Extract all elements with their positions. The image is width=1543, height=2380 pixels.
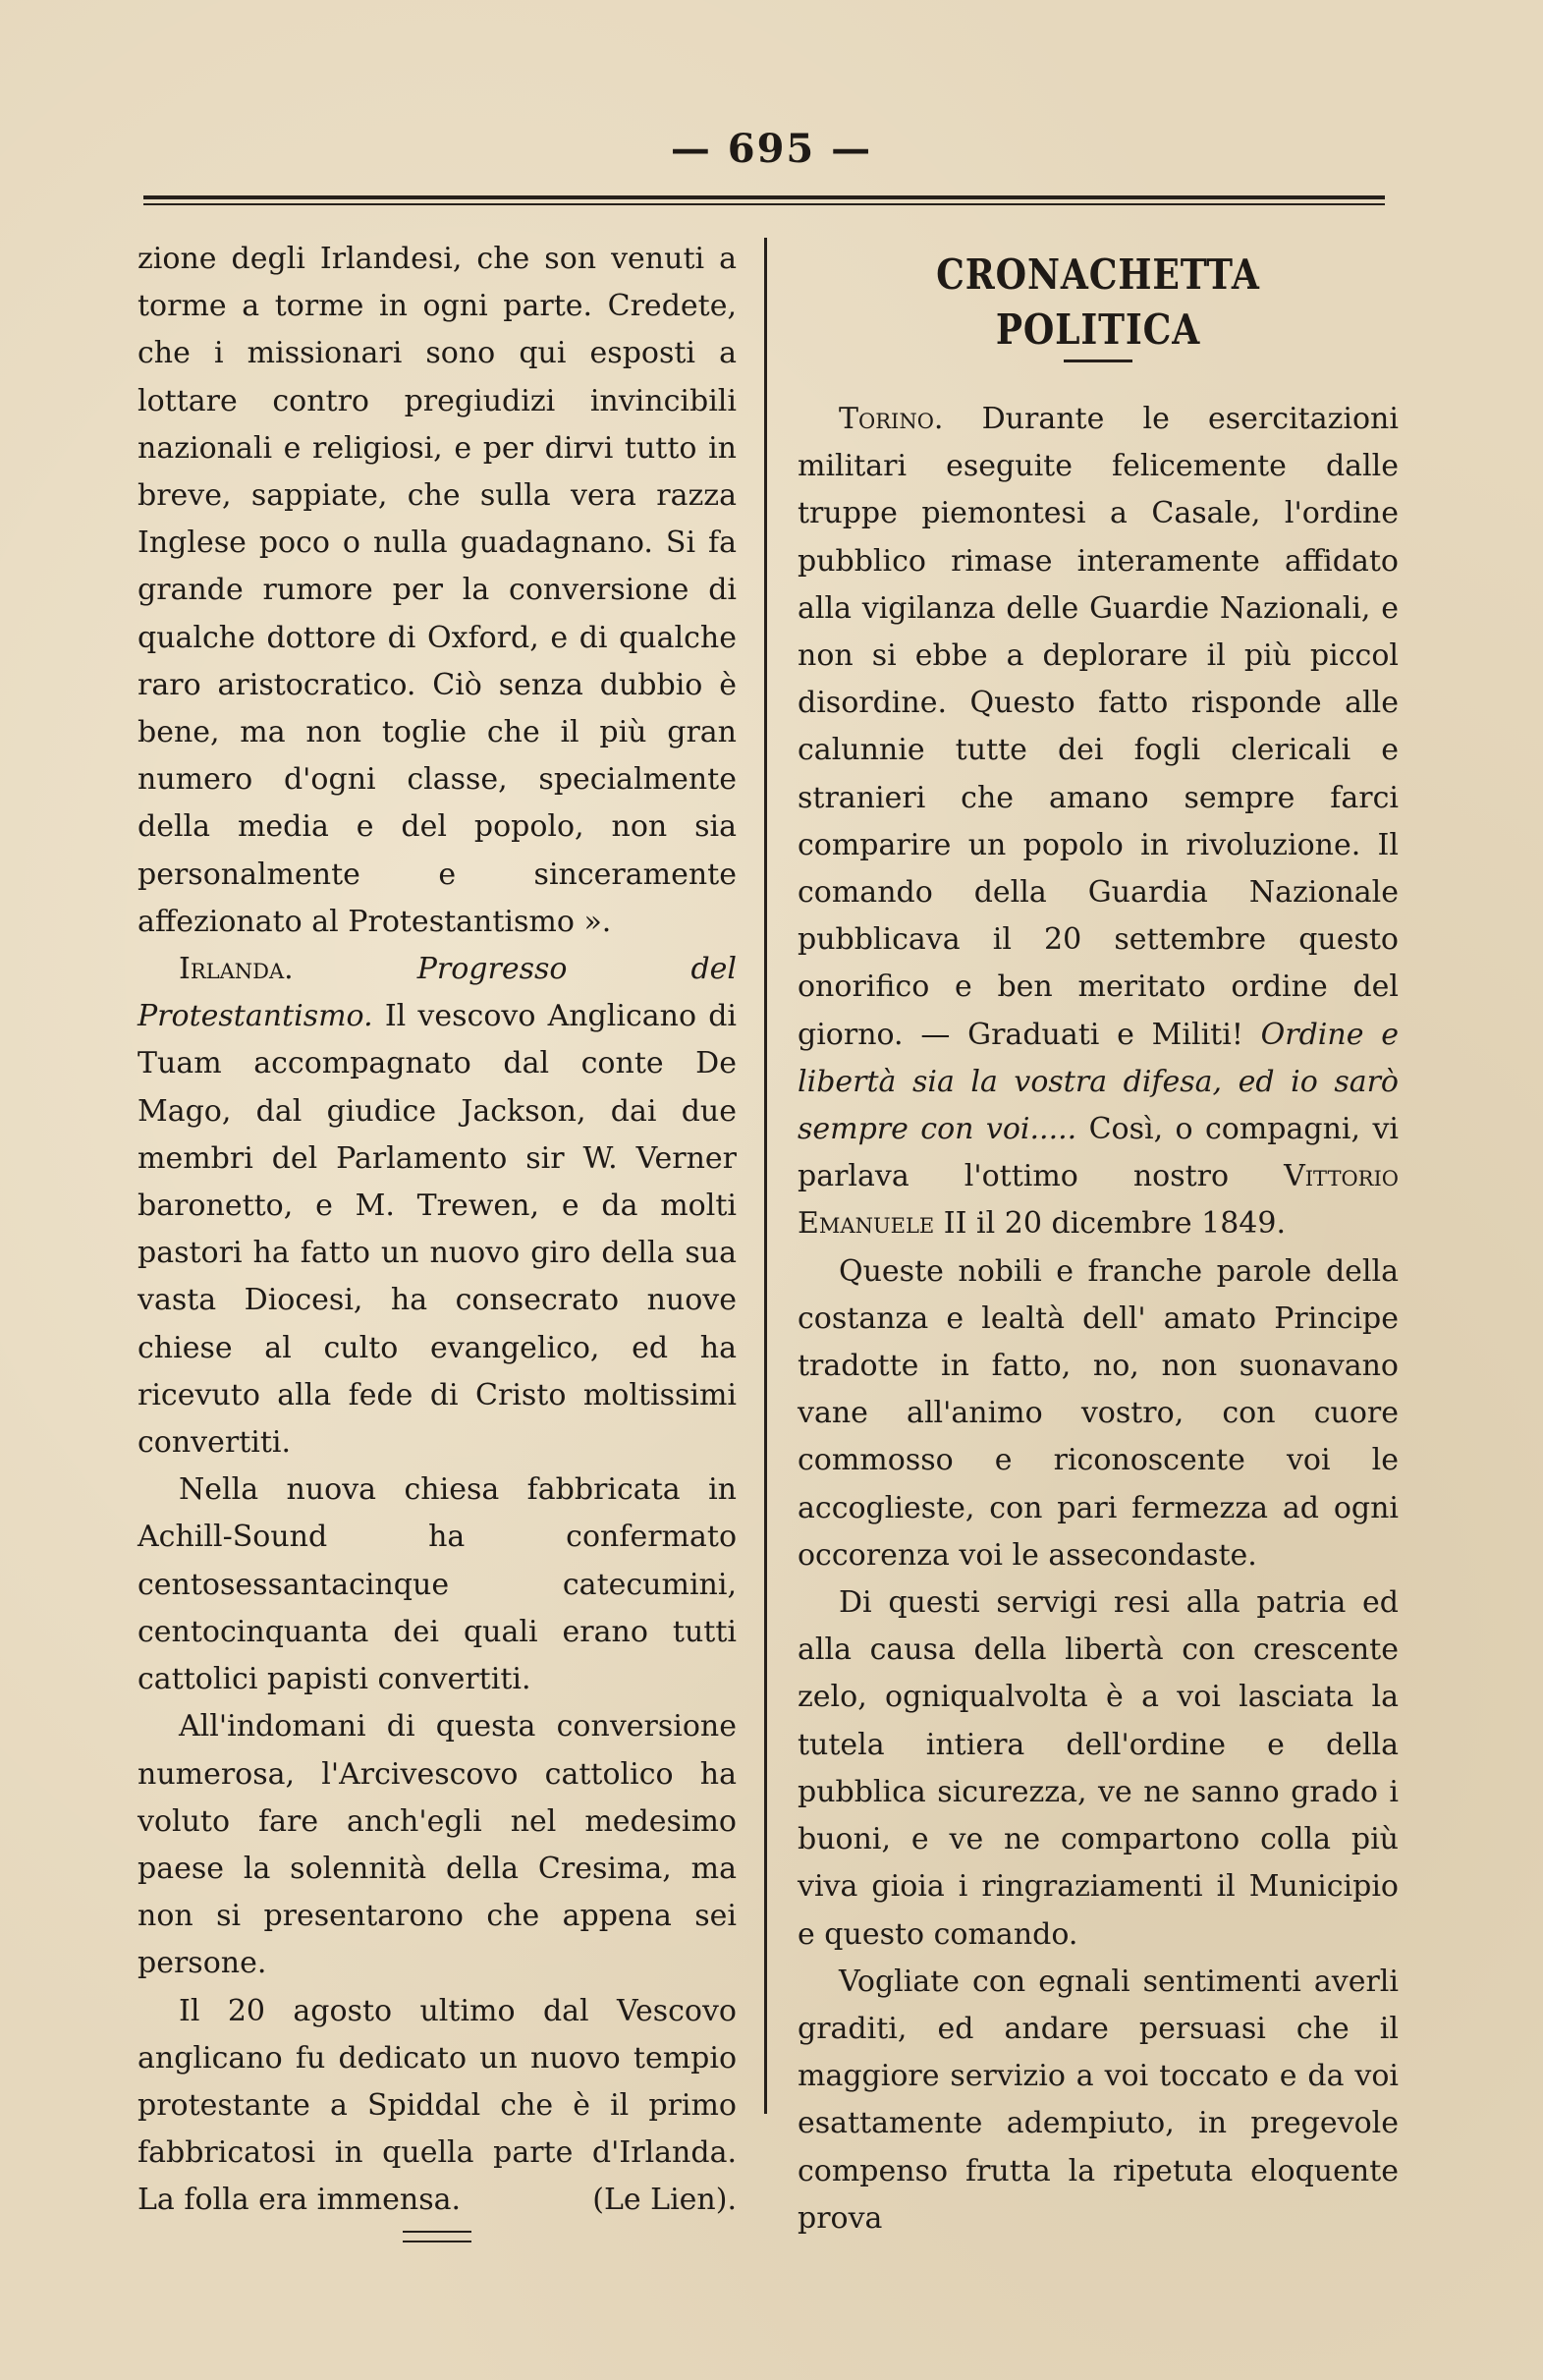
paragraph-body: Il vescovo Anglicano di Tuam accompagnato dal conte De Mago, dal giudice Jackson, dai due membri del Parlamento sir W. Verner baronetto, e M. Trewen, e da molti pastori ha fatto un nuovo giro della sua vasta Diocesi, ha consecrato nuove chiese al culto evangelico, ed ha ricevuto alla fede di Cristo moltissimi convertiti. bbox=[138, 999, 737, 1461]
left-column bbox=[138, 236, 737, 2242]
paragraph-achill-sound: Nella nuova chiesa fabbricata in Achill-Sound ha confermato centosessantacinque catecumini, centocinquanta dei quali erano tutti cattolici papisti convertiti. bbox=[138, 1472, 737, 1697]
paragraph-body: Durante le esercitazioni militari eseguite felicemente dalle truppe piemontesi a Casale, l'ordine pubblico rimase interamente affidato alla vigilanza delle Guardie Nazionali, e non si ebbe a deplorare il più piccol disordine. Questo fatto risponde alle calunnie tutte dei fogli clericali e stranieri che amano sempre farci comparire un popolo in rivoluzione. Il comando della Guardia Nazionale pubblicava il 20 settembre questo onorifico e ben meritato ordine del giorno. — Graduati e Militi! bbox=[798, 402, 1399, 1052]
header-rule bbox=[143, 195, 1385, 205]
column-divider bbox=[764, 238, 767, 2114]
page-number: — 695 — bbox=[670, 126, 873, 172]
paragraph-continuation: zione degli Irlandesi, che son venuti a torme a torme in ogni parte. Credete, che i missionari sono qui esposti a lottare contro pregiudizi invincibili nazionali e religiosi, e per dirvi tutto in breve, sappiate, che sulla vera razza Inglese poco o nulla guadagnano. Si fa grande rumore per la conversione di qualche dottore di Oxford, e di qualche raro aristocratico. Ciò senza dubbio è bene, ma non toglie che il più gran numero d'ogni classe, specialmente della media e del popolo, non sia personalmente e sinceramente affezionato al Protestantismo ». bbox=[138, 242, 737, 939]
paragraph-torino bbox=[798, 396, 1399, 1248]
paragraph-queste-nobili: Queste nobili e franche parole della costanza e lealtà dell' amato Principe tradotte in fatto, no, non suonavano vane all'animo vostro, con cuore commosso e riconoscente voi le accoglieste, con pari fermezza ad ogni occorenza voi le assecondaste. bbox=[798, 1253, 1399, 1573]
title-rule bbox=[1064, 360, 1132, 362]
article-heading: Progresso del Protestantismo. bbox=[138, 952, 737, 1034]
section-title: CRONACHETTA POLITICA bbox=[936, 250, 1260, 354]
place-name: Torino. bbox=[839, 402, 944, 436]
paragraph-spiddal bbox=[138, 1988, 737, 2225]
paragraph-arcivescovo: All'indomani di questa conversione numerosa, l'Arcivescovo cattolico ha voluto fare anch'egli nel medesimo paese la solennità della Cresima, ma non si presentarono che appena sei persone. bbox=[138, 1709, 737, 1981]
quote-text: Ordine e libertà sia la vostra difesa, ed io sarò sempre con voi..... bbox=[798, 1017, 1400, 1147]
paragraph-vogliate: Vogliate con egnali sentimenti averli graditi, ed andare persuasi che il maggiore servizio a voi toccato e da voi esattamente adempiuto, in pregevole compenso frutta la ripetuta eloquente prova bbox=[798, 1964, 1399, 2236]
paragraph-di-questi-servigi: Di questi servigi resi alla patria ed alla causa della libertà con crescente zelo, ogniqualvolta è a voi lasciata la tutela intiera dell'ordine e della pubblica sicurezza, ve ne sanno grado i buoni, e ve ne compartono colla più viva gioia i ringraziamenti il Municipio e questo comando. bbox=[798, 1585, 1399, 1952]
paragraph-irlanda bbox=[138, 946, 737, 1467]
article-end-rule bbox=[403, 2231, 471, 2242]
king-name: Vittorio Emanuele bbox=[798, 1159, 1399, 1242]
paragraph-body: II il 20 dicembre 1849. bbox=[943, 1206, 1286, 1242]
paragraph-body: Così, o compagni, vi parlava l'ottimo nostro bbox=[798, 1112, 1399, 1194]
right-column bbox=[798, 236, 1399, 2242]
place-name: Irlanda. bbox=[179, 952, 294, 987]
source-citation: (Le Lien). bbox=[592, 2183, 737, 2218]
paragraph-body: Il 20 agosto ultimo dal Vescovo anglicano fu dedicato un nuovo tempio protestante a Spiddal che è il primo fabbricatosi in quella parte d'Irlanda. La folla era immensa. bbox=[138, 1993, 737, 2218]
